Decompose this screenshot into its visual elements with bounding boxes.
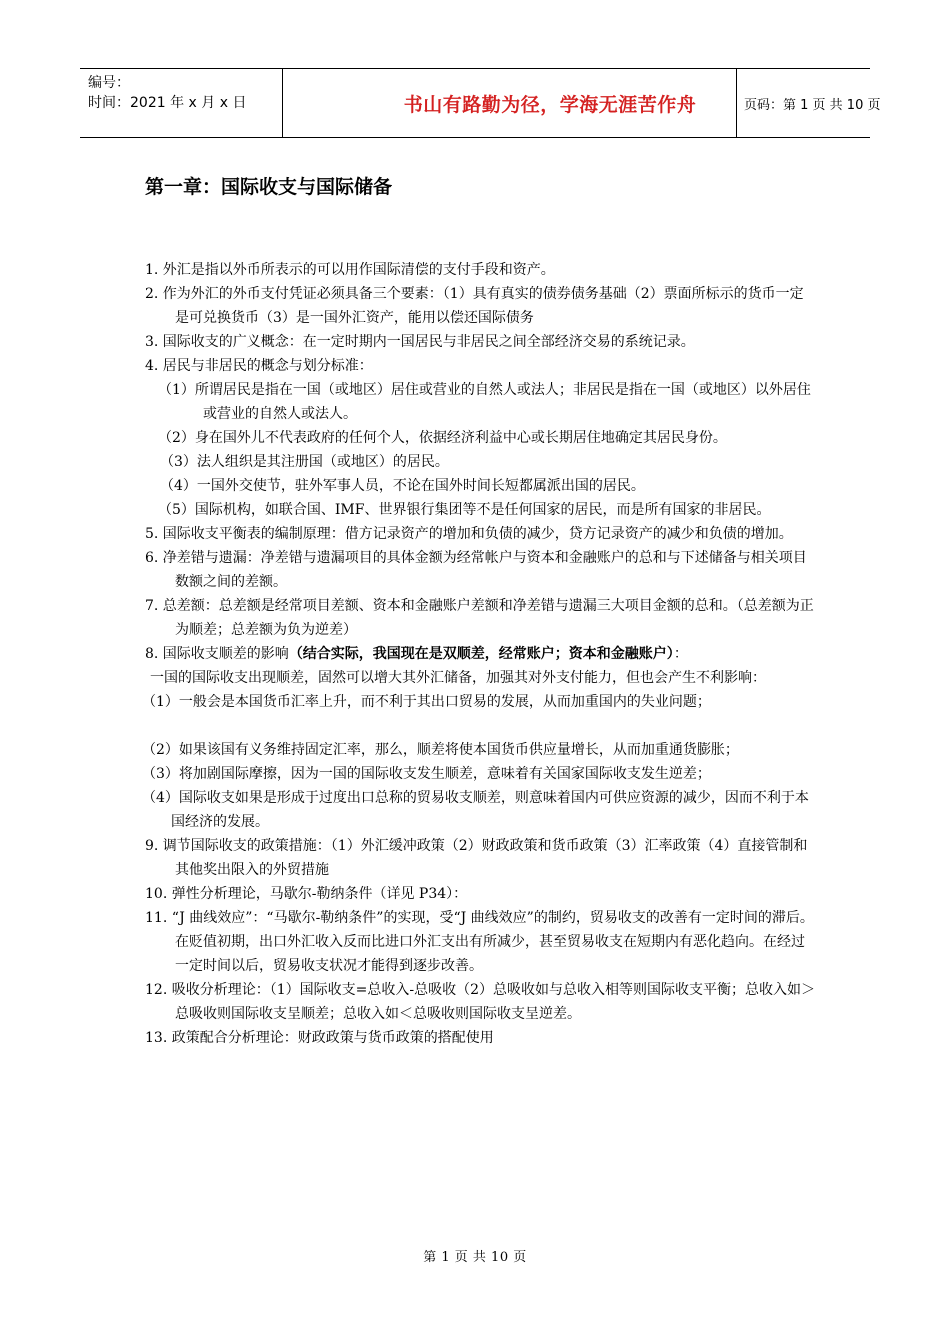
paragraph-7: 7. 总差额：总差额是经常项目差额、资本和金融账户差额和净差错与遗漏三大项目金额的总和。（总差额为正为顺差；总差额为负为逆差） (145, 598, 814, 638)
header-page-info: 页码：第 1 页 共 10 页 (744, 97, 881, 113)
paragraph-4-2: （2）身在国外儿不代表政府的任何个人，依据经济利益中心或长期居住地确定其居民身份。 (158, 430, 727, 446)
paragraph-4-4: （4）一国外交使节，驻外军事人员，不论在国外时间长短都属派出国的居民。 (160, 478, 645, 494)
page-footer: 第 1 页 共 10 页 (423, 1250, 527, 1265)
paragraph-13: 13. 政策配合分析理论：财政政策与货币政策的搭配使用 (145, 1030, 494, 1046)
paragraph-2: 2. 作为外汇的外币支付凭证必须具备三个要素：（1）具有真实的债券债务基础（2）票面所标示的货币一定是可兑换货币（3）是一国外汇资产，能用以偿还国际债务 (145, 286, 804, 326)
header-motto: 书山有路勤为径，学海无涯苦作舟 (403, 93, 697, 116)
paragraph-8-intro: 一国的国际收支出现顺差，固然可以增大其外汇储备，加强其对外支付能力，但也会产生不利影响： (150, 670, 766, 686)
page-header (80, 68, 881, 138)
blank-line (145, 714, 815, 738)
paragraph-11: 11. “J 曲线效应”：“马歇尔-勒纳条件”的实现，受“J 曲线效应”的制约，贸易收支的改善有一定时间的滞后。在贬值初期，出口外汇收入反而比进口外汇支出有所减少，甚至贸易收支在短期内有恶化趋向。在经过一定时间以后，贸易收支状况才能得到逐步改善。 (145, 910, 814, 974)
paragraph-8-2: （2）如果该国有义务维持固定汇率，那么，顺差将使本国货币供应量增长，从而加重通货膨胀； (142, 742, 739, 758)
paragraph-4-1: （1）所谓居民是指在一国（或地区）居住或营业的自然人或法人；非居民是指在一国（或地区）以外居住或营业的自然人或法人。 (158, 382, 811, 422)
date-label: 时间：2021 年 x 月 x 日 (88, 95, 247, 111)
paragraph-5: 5. 国际收支平衡表的编制原理：借方记录资产的增加和负债的减少，贷方记录资产的减少和负债的增加。 (145, 526, 793, 542)
paragraph-12: 12. 吸收分析理论：（1）国际收支=总收入-总吸收（2）总吸收如与总收入相等则国际收支平衡；总收入如＞总吸收则国际收支呈顺差；总收入如＜总吸收则国际收支呈逆差。 (145, 982, 815, 1022)
paragraph-8-emphasis: （结合实际，我国现在是双顺差，经常账户；资本和金融账户） (288, 646, 674, 662)
paragraph-4-5: （5）国际机构，如联合国、IMF、世界银行集团等不是任何国家的居民，而是所有国家的非居民。 (158, 502, 771, 518)
header-divider-left (282, 69, 283, 137)
paragraph-4-3: （3）法人组织是其注册国（或地区）的居民。 (160, 454, 449, 470)
paragraph-8-1: （1）一般会是本国货币汇率上升，而不利于其出口贸易的发展，从而加重国内的失业问题； (142, 694, 711, 710)
paragraph-8-suffix: ： (673, 646, 688, 662)
paragraph-8-3: （3）将加剧国际摩擦，因为一国的国际收支发生顺差，意味着有关国家国际收支发生逆差； (142, 766, 711, 782)
header-divider-right (736, 69, 737, 137)
paragraph-8-prefix: 8. 国际收支顺差的影响 (145, 646, 289, 662)
paragraph-9: 9. 调节国际收支的政策措施：（1）外汇缓冲政策（2）财政政策和货币政策（3）汇率政策（4）直接管制和其他奖出限入的外贸措施 (145, 838, 808, 878)
code-label: 编号： (88, 75, 130, 91)
paragraph-3: 3. 国际收支的广义概念：在一定时期内一国居民与非居民之间全部经济交易的系统记录。 (145, 334, 695, 350)
chapter-title: 第一章：国际收支与国际储备 (145, 176, 393, 198)
paragraph-4: 4. 居民与非居民的概念与划分标准： (145, 358, 373, 374)
paragraph-6: 6. 净差错与遗漏：净差错与遗漏项目的具体金额为经常帐户与资本和金融账户的总和与下述储备与相关项目数额之间的差额。 (145, 550, 807, 590)
paragraph-8 (145, 642, 815, 666)
header-left (88, 73, 278, 113)
document-body (142, 258, 815, 1050)
paragraph-10: 10. 弹性分析理论，马歇尔-勒纳条件（详见 P34）： (145, 886, 468, 902)
paragraph-8-4: （4）国际收支如果是形成于过度出口总称的贸易收支顺差，则意味着国内可供应资源的减少，因而不利于本国经济的发展。 (142, 790, 809, 830)
paragraph-1: 1. 外汇是指以外币所表示的可以用作国际清偿的支付手段和资产。 (145, 262, 555, 278)
